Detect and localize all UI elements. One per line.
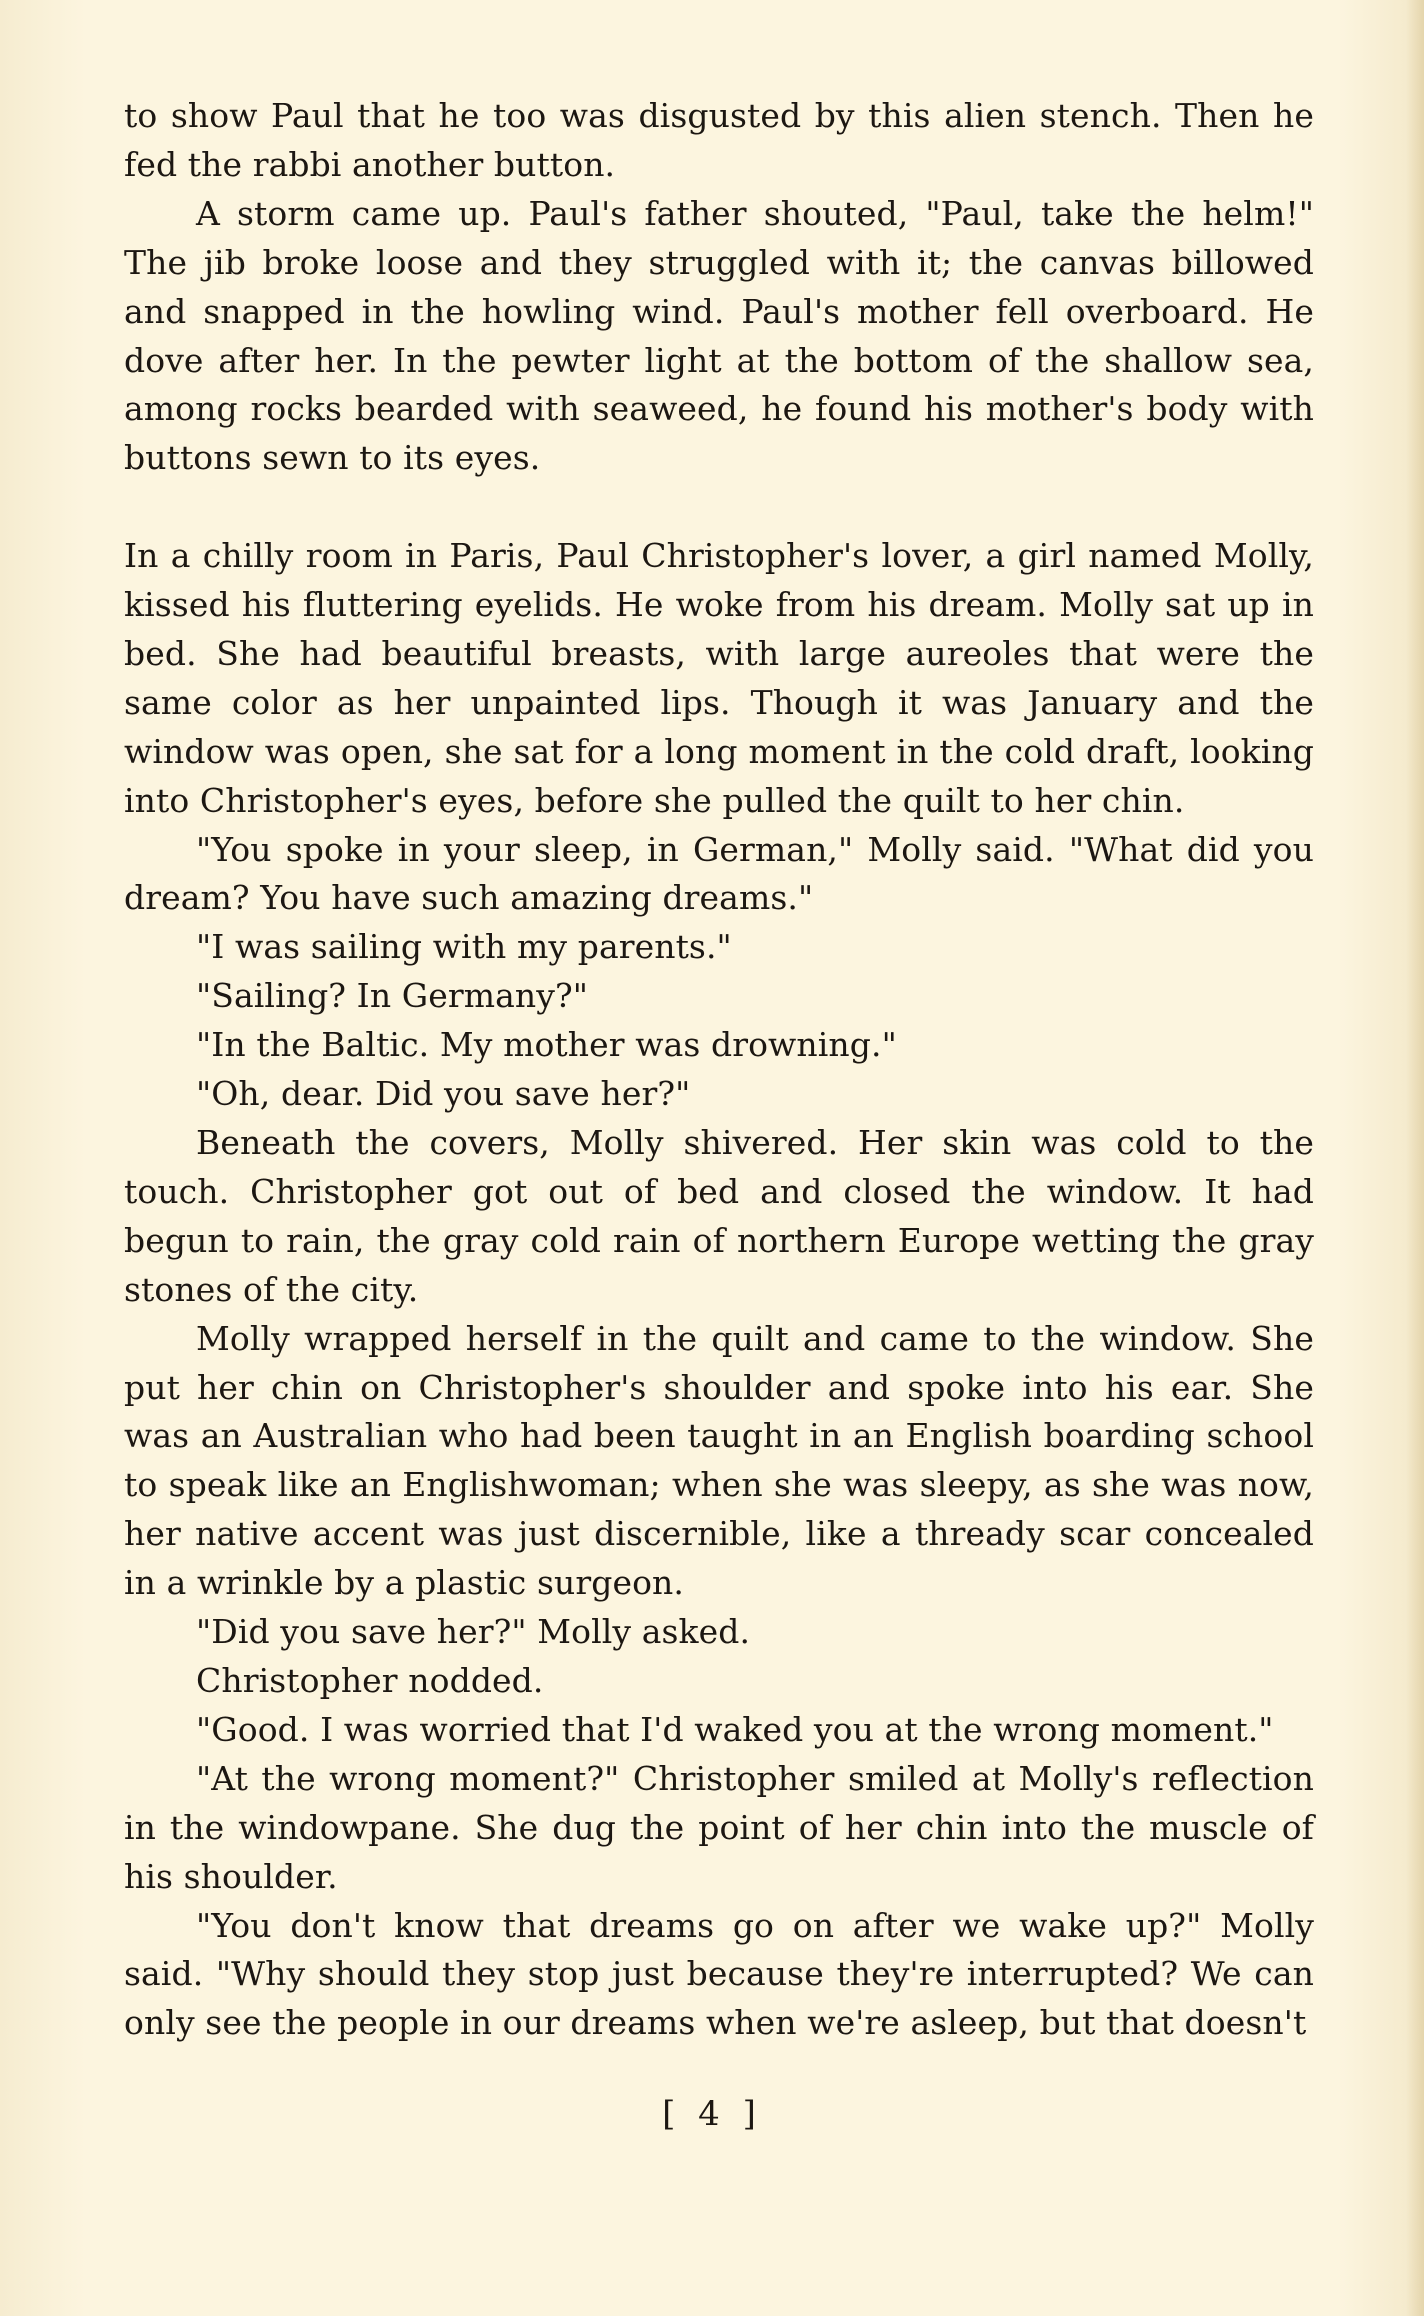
- paragraph-dialogue-5: "Oh, dear. Did you save her?": [196, 1074, 691, 1114]
- paragraph-dialogue-4: "In the Baltic. My mother was drowning.": [196, 1025, 897, 1065]
- paragraph-dialogue-7: "Good. I was worried that I'd waked you at the wrong moment.": [196, 1709, 1274, 1749]
- paragraph-nodded: Christopher nodded.: [196, 1660, 544, 1700]
- paragraph-dreams: "You don't know that dreams go on after we wake up?" Molly said. "Why should they stop just because they're interrupted? We can only see the people in our dreams when we're asleep, but that doesn't: [124, 1905, 1314, 2043]
- paragraph-window: Molly wrapped herself in the quilt and came to the window. She put her chin on Christopher's shoulder and spoke into his ear. She was an Australian who had been taught in an English boarding school to speak like an Englishwoman; when she was sleepy, as she was now, her native accent was just discernible, like a thready scar concealed in a wrinkle by a plastic surgeon.: [124, 1318, 1314, 1603]
- paragraph-dialogue-2: "I was sailing with my parents.": [196, 927, 732, 967]
- paragraph-dialogue-3: "Sailing? In Germany?": [196, 976, 589, 1016]
- page-body-text: [124, 92, 1314, 2048]
- paragraph-continuation: to show Paul that he too was disgusted by this alien stench. Then he fed the rabbi another button.: [124, 96, 1314, 184]
- page-number: [ 4 ]: [662, 2094, 762, 2134]
- paragraph-shiver: Beneath the covers, Molly shivered. Her skin was cold to the touch. Christopher got out of bed and closed the window. It had begun to rain, the gray cold rain of northern Europe wetting the gray stones of the city.: [124, 1123, 1314, 1309]
- paragraph-dialogue-6: "Did you save her?" Molly asked.: [196, 1612, 751, 1652]
- section-break: [124, 483, 1314, 532]
- paragraph-dialogue-1: "You spoke in your sleep, in German," Molly said. "What did you dream? You have such amazing dreams.": [124, 829, 1314, 918]
- paragraph-storm: A storm came up. Paul's father shouted, "Paul, take the helm!" The jib broke loose and they struggled with it; the canvas billowed and snapped in the howling wind. Paul's mother fell overboard. He dove after her. In the pewter light at the bottom of the shallow sea, among rocks bearded with seaweed, he found his mother's body with buttons sewn to its eyes.: [124, 193, 1314, 478]
- paragraph-paris: In a chilly room in Paris, Paul Christopher's lover, a girl named Molly, kissed his fluttering eyelids. He woke from his dream. Molly sat up in bed. She had beautiful breasts, with large aureoles that were the same color as her unpainted lips. Though it was January and the window was open, she sat for a long moment in the cold draft, looking into Christopher's eyes, before she pulled the quilt to her chin.: [124, 536, 1314, 820]
- page-edge-shadow: [1406, 0, 1424, 2316]
- paragraph-reflection: "At the wrong moment?" Christopher smiled at Molly's reflection in the windowpane. She dug the point of her chin into the muscle of his shoulder.: [124, 1758, 1314, 1896]
